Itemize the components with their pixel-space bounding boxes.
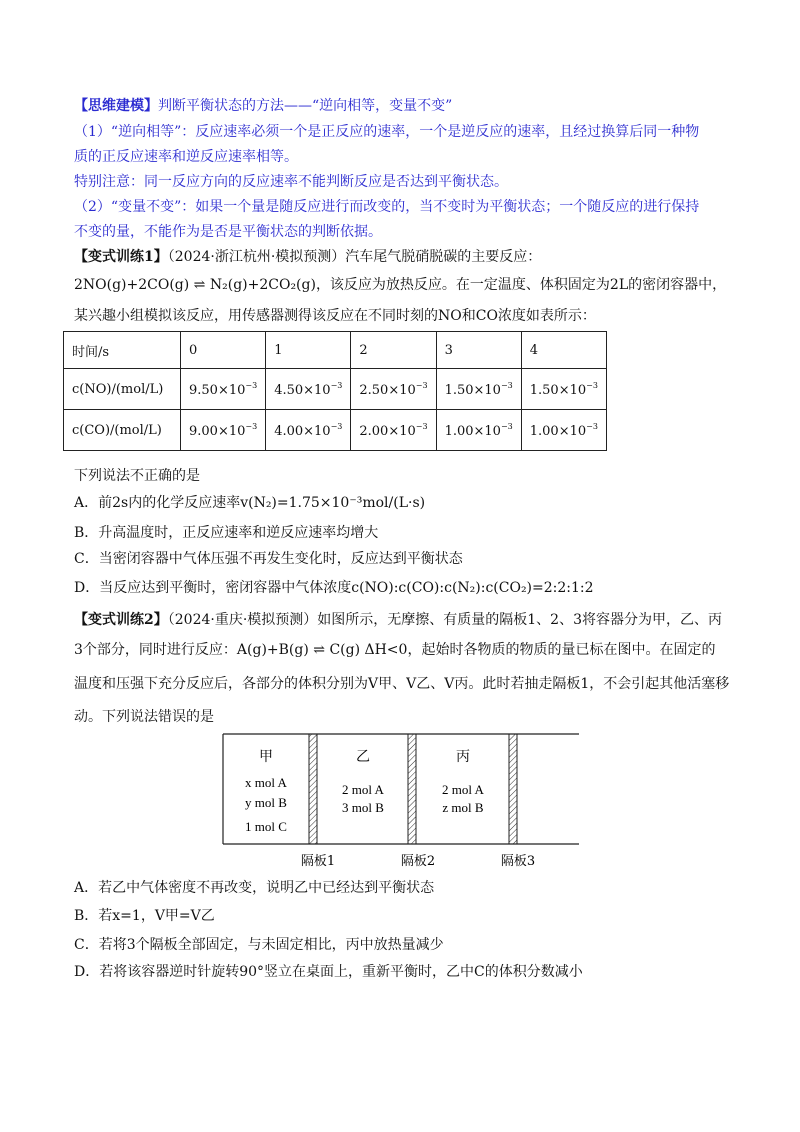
q1-intro-line3: 某兴趣小组模拟该反应，用传感器测得该反应在不同时刻的NO和CO浓度如表所示： <box>74 308 596 324</box>
chamber-yi-line: 2 mol A <box>342 782 384 797</box>
q1-after-equation: ，该反应为放热反应。在一定温度、体积固定为2L的密闭容器中， <box>315 277 727 293</box>
intro-para1-line2: 质的正反应速率和逆反应速率相等。 <box>74 149 298 165</box>
chamber-bing-line: z mol B <box>442 800 484 815</box>
q2-line3: 温度和压强下充分反应后，各部分的体积分别为V甲、V乙、V丙。此时若抽走隔板1，不会引起其他活塞移 <box>74 676 730 692</box>
q2-option-a: A．若乙中气体密度不再改变，说明乙中已经达到平衡状态 <box>74 880 435 896</box>
q1-option-c: C．当密闭容器中气体压强不再发生变化时，反应达到平衡状态 <box>74 551 463 567</box>
intro-heading-text: 判断平衡状态的方法——“逆向相等，变量不变” <box>158 98 453 114</box>
q2-line1: （2024·重庆·模拟预测）如图所示，无摩擦、有质量的隔板1、2、3将容器分为甲，乙、丙 <box>167 612 722 628</box>
q2-title: 【变式训练2】 <box>74 612 168 628</box>
q1-equation-line <box>74 275 726 295</box>
table-cell: $1.00\times 10^{-3}$ <box>521 410 606 451</box>
table-cell: $1.50\times 10^{-3}$ <box>436 369 521 410</box>
q2-option-c: C．若将3个隔板全部固定，与未固定相比，丙中放热量减少 <box>74 937 444 953</box>
q2-title-line <box>74 610 722 630</box>
intro-note: 特别注意：同一反应方向的反应速率不能判断反应是否达到平衡状态。 <box>74 174 508 190</box>
table-header-row <box>64 332 607 369</box>
chamber-yi-label: 乙 <box>356 749 370 765</box>
intro-para1-line1: （1）“逆向相等”：反应速率必须一个是正反应的速率，一个是逆反应的速率，且经过换算后同一种物 <box>74 124 700 140</box>
table-cell: $2.00\times 10^{-3}$ <box>351 410 436 451</box>
table-header-label: 时间/s <box>64 332 181 369</box>
table-cell: $1.00\times 10^{-3}$ <box>436 410 521 451</box>
q2-line2: 3个部分，同时进行反应：A(g)+B(g) ⇌ C(g) ΔH<0，起始时各物质的物质的量已标在图中。在固定的 <box>74 642 716 658</box>
q1-equation: 2NO(g)+2CO(g) ⇌ N₂(g)+2CO₂(g) <box>74 277 316 293</box>
partition-label: 隔板3 <box>500 854 536 869</box>
partition-label: 隔板1 <box>300 854 336 869</box>
table-time-cell: 3 <box>436 332 521 369</box>
table-time-cell: 4 <box>521 332 606 369</box>
q2-option-b: B．若x=1，V甲=V乙 <box>74 908 215 924</box>
chamber-jia-line: y mol B <box>245 795 287 810</box>
chamber-yi-line: 3 mol B <box>342 800 384 815</box>
partition-1[interactable] <box>309 734 317 844</box>
table-cell: $4.00\times 10^{-3}$ <box>266 410 351 451</box>
table-time-cell: 1 <box>266 332 351 369</box>
table-row-label: c(CO)/(mol/L) <box>64 410 181 451</box>
q1-title-line <box>74 247 541 267</box>
q1-title: 【变式训练1】 <box>74 249 168 265</box>
chamber-jia-line: x mol A <box>245 775 287 790</box>
chamber-jia-label: 甲 <box>259 749 273 765</box>
partition-3[interactable] <box>509 734 517 844</box>
table-cell: $9.00\times 10^{-3}$ <box>181 410 266 451</box>
intro-heading: 【思维建模】判断平衡状态的方法——“逆向相等，变量不变” <box>74 98 453 114</box>
q1-question: 下列说法不正确的是 <box>74 468 200 484</box>
q2-line4: 动。下列说法错误的是 <box>74 709 214 725</box>
q1-option-b: B．升高温度时，正反应速率和逆反应速率均增大 <box>74 525 379 541</box>
table-row-no <box>64 369 607 410</box>
partition-label: 隔板2 <box>400 854 436 869</box>
concentration-table <box>63 331 607 451</box>
table-row-label: c(NO)/(mol/L) <box>64 369 181 410</box>
partition-2[interactable] <box>408 734 416 844</box>
container-diagram <box>222 733 580 873</box>
table-row-co <box>64 410 607 451</box>
q1-option-d: D．当反应达到平衡时，密闭容器中气体浓度c(NO):c(CO):c(N₂):c(CO₂)=2:2:1:2 <box>74 580 594 596</box>
table-cell: $9.50\times 10^{-3}$ <box>181 369 266 410</box>
chamber-bing-line: 2 mol A <box>442 782 484 797</box>
table-time-cell: 0 <box>181 332 266 369</box>
q2-option-d: D．若将该容器逆时针旋转90°竖立在桌面上，重新平衡时，乙中C的体积分数减小 <box>74 964 583 980</box>
chamber-bing-label: 丙 <box>456 749 470 765</box>
table-time-cell: 2 <box>351 332 436 369</box>
intro-para2-line2: 不变的量，不能作为是否是平衡状态的判断依据。 <box>74 224 382 240</box>
table-cell: $1.50\times 10^{-3}$ <box>521 369 606 410</box>
intro-para2-line1: （2）“变量不变”：如果一个量是随反应进行而改变的，当不变时为平衡状态；一个随反应的进行保持 <box>74 199 700 215</box>
q1-source: （2024·浙江杭州·模拟预测）汽车尾气脱硝脱碳的主要反应： <box>167 249 542 265</box>
q1-option-a: A．前2s内的化学反应速率v(N₂)=1.75×10⁻³mol/(L·s) <box>74 495 426 511</box>
table-cell: $4.50\times 10^{-3}$ <box>266 369 351 410</box>
chamber-jia-line: 1 mol C <box>245 819 287 834</box>
table-cell: $2.50\times 10^{-3}$ <box>351 369 436 410</box>
